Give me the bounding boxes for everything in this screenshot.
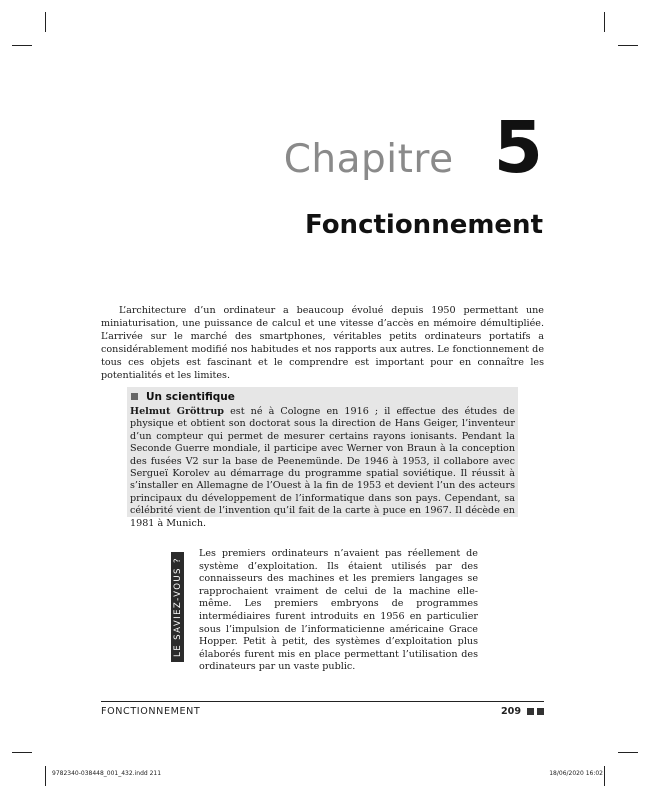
- square-bullet-icon: [131, 393, 138, 400]
- scientist-text: est né à Cologne en 1916 ; il effectue des études de physique et obtient son doctorat sous la direction de Hans Geiger, l’inventeur d’un compteur qui permet de mesurer certains rayons ionisants. Pendant la Seconde Guerre mondiale, il participe avec Werner von Braun à la conception des fusées V2 sur la base de Peenemünde. De 1946 à 1953, il collabore avec Sergueï Korolev au démarrage du programme spatial soviétique. Il réussit à s’installer en Allemagne de l’Ouest à la fin de 1953 et devient l’un des acteurs principaux du développement de l’informatique dans son pays. Cependant, sa célébrité vient de l’invention qu’il fait de la carte à puce en 1967. Il décède en 1981 à Munich.: [130, 406, 515, 529]
- saviez-vous-body: [199, 548, 478, 674]
- page-number-block: [501, 706, 544, 717]
- scientist-box: [127, 387, 518, 529]
- scientist-box-title: Un scientifique: [146, 390, 235, 403]
- crop-mark: [604, 12, 605, 32]
- crop-mark: [618, 752, 638, 753]
- crop-mark: [618, 45, 638, 46]
- slug-date: 18/06/2020 16:02: [549, 770, 603, 777]
- scientist-name: Helmut Gröttrup: [130, 406, 224, 417]
- crop-mark: [12, 45, 32, 46]
- scientist-box-header: [127, 387, 518, 404]
- chapter-word: Chapitre: [283, 137, 454, 182]
- slug-filename: 9782340-038448_001_432.indd 211: [52, 770, 162, 777]
- crop-mark: [45, 766, 46, 786]
- saviez-vous-label: LE SAVIEZ-VOUS ?: [172, 557, 183, 657]
- square-icon: [527, 708, 534, 715]
- page-number: 209: [500, 706, 521, 717]
- intro-paragraph: [101, 304, 544, 382]
- crop-mark: [604, 766, 605, 786]
- crop-mark: [12, 752, 32, 753]
- footer-rule: [101, 701, 544, 702]
- chapter-title: Fonctionnement: [304, 210, 543, 240]
- chapter-heading: [100, 106, 543, 189]
- square-icon: [537, 708, 544, 715]
- saviez-vous-tab: [171, 552, 184, 662]
- intro-text: L’architecture d’un ordinateur a beaucoup évolué depuis 1950 permettant une miniaturisation, une puissance de calcul et une vitesse d’accès en mémoire démultipliée. L’arrivée sur le marché des smartphones, véritables petits ordinateurs portatifs a considérablement modifié nos habitudes et nos rapports aux autres. Le fonctionnement de tous ces objets est fascinant et le comprendre est important pour en connaître les potentialités et les limites.: [101, 305, 544, 381]
- running-head: FONCTIONNEMENT: [101, 706, 201, 717]
- scientist-box-body: [127, 404, 518, 530]
- saviez-vous-text: Les premiers ordinateurs n’avaient pas réellement de système d’exploitation. Ils étaient utilisés par des connaisseurs des machines et les premiers langages se rapprochaient vraiment de celui de la machine elle-même. Les premiers embryons de programmes intermédiaires furent introduits en 1956 en particulier sous l’impulsion de l’informaticienne américaine Grace Hopper. Petit à petit, des systèmes d’exploitation plus élaborés furent mis en place permettant l’utilisation des ordinateurs par un vaste public.: [199, 548, 478, 673]
- crop-mark: [45, 12, 46, 32]
- chapter-number: 5: [493, 106, 543, 189]
